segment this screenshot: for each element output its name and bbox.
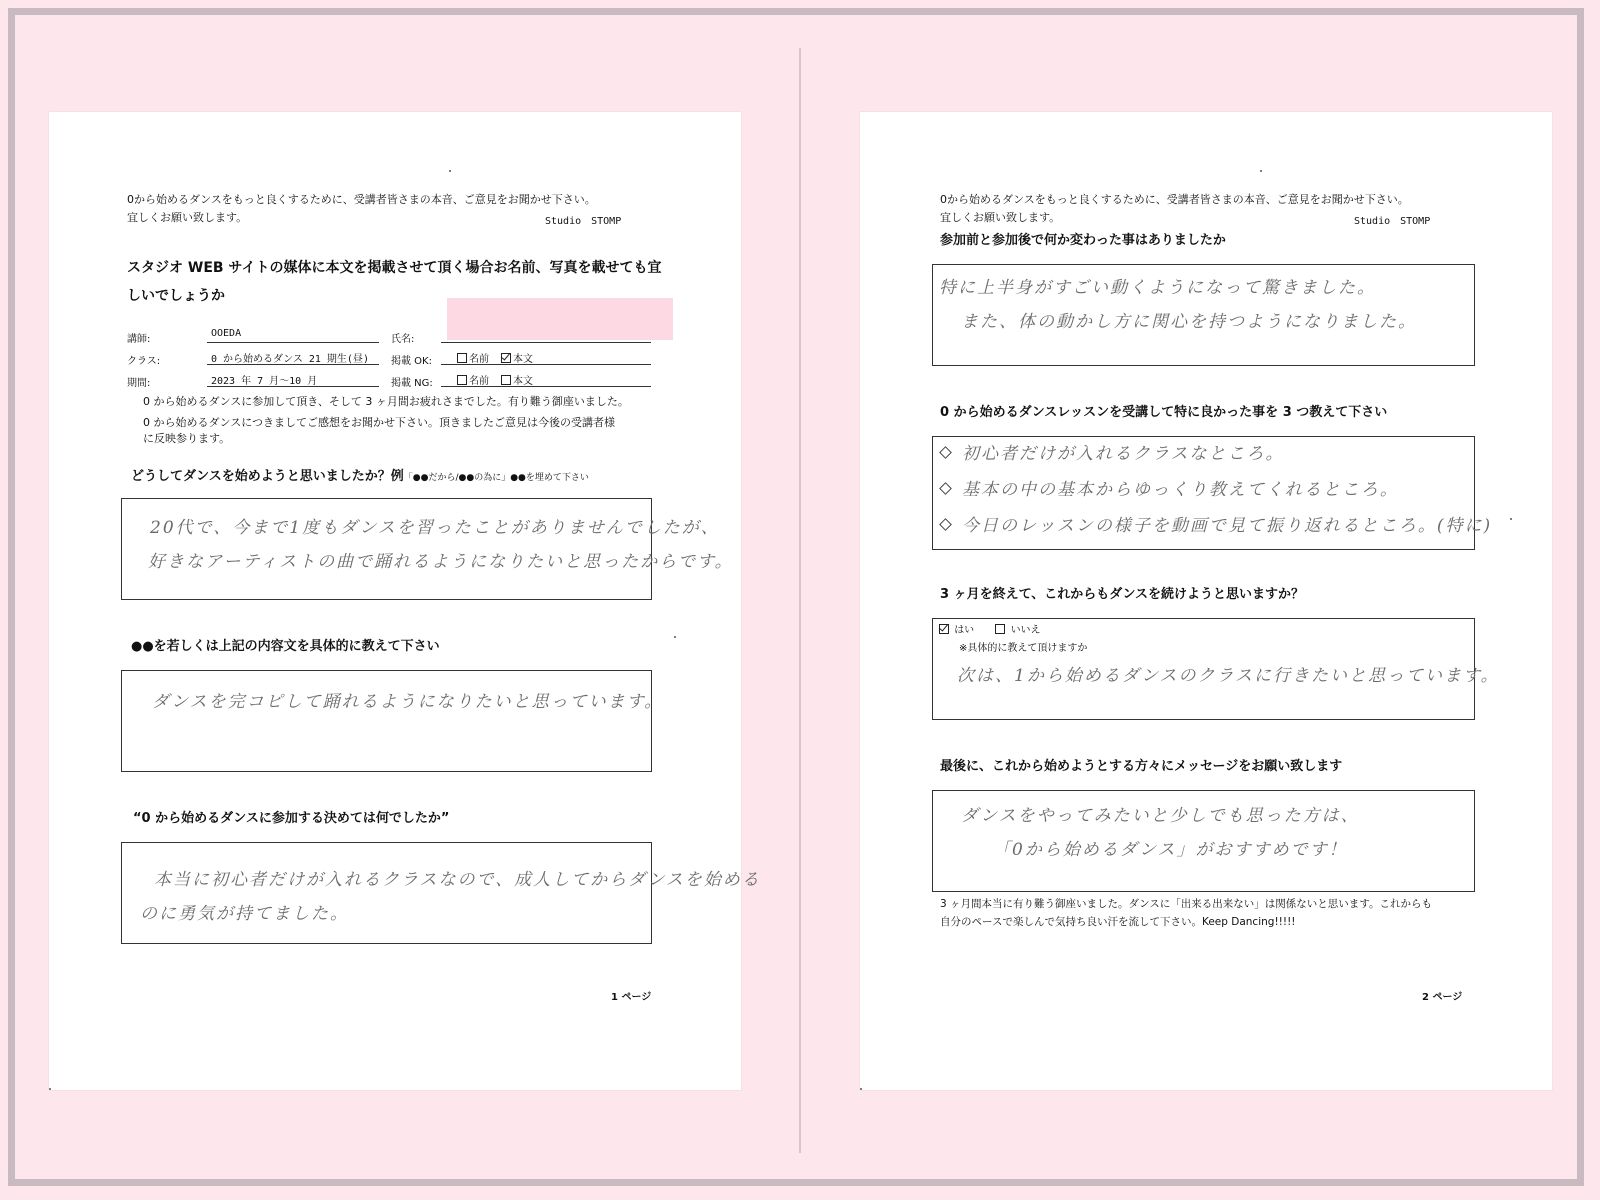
answer-why-start-line-1: 20代で、今まで1度もダンスを習ったことがありませんでしたが、 (150, 518, 720, 538)
diamond-bullet-icon (939, 482, 952, 495)
answer-details: ダンスを完コピして踊れるようになりたいと思っています。 (152, 692, 664, 712)
checkbox-icon[interactable] (457, 375, 467, 385)
answer-box-deciding-factor[interactable] (121, 842, 761, 944)
question-deciding-factor: “0 から始めるダンスに参加する決めては何でしたか” (133, 811, 450, 826)
publish-ok-label: 掲載 OK: (391, 356, 432, 367)
page-divider (799, 48, 801, 1153)
question-why-start: どうしてダンスを始めようと思いましたか？例「●●だから/●●の為に」●●を埋めて下さい (131, 469, 589, 484)
intro-line-2: 宜しくお願い致します。 (127, 211, 248, 224)
publish-ng-underline (441, 385, 651, 387)
studio-signature: Studio STOMP (1354, 216, 1431, 227)
class-value: 0 から始めるダンス 21 期生(昼) (211, 354, 369, 365)
publish-ng-body-option[interactable]: 本文 (501, 376, 533, 387)
period-label: 期間: (127, 378, 151, 389)
web-question-line-1: スタジオ WEB サイトの媒体に本文を掲載させて頂く場合お名前、写真を載せても宜 (127, 260, 662, 276)
answer-box-three-good-things[interactable] (932, 436, 1493, 550)
publish-ok-name-option[interactable]: 名前 (457, 354, 489, 365)
answer-box-message[interactable] (932, 790, 1475, 892)
publish-ok-underline (441, 363, 651, 365)
closing-line-1: 3 ヶ月間本当に有り難う御座いました。ダンスに「出来る出来ない」は関係ないと思います。これからも (940, 898, 1432, 910)
answer-changes-line-2: また、体の動かし方に関心を持つようになりました。 (961, 312, 1417, 332)
question-changes: 参加前と参加後で何か変わった事はありましたか (940, 233, 1226, 248)
instructor-value: OOEDA (211, 328, 242, 339)
continue-options (939, 621, 1047, 636)
survey-page-1 (49, 112, 761, 1090)
good-thing-item-1: 初心者だけが入れるクラスなところ。 (941, 439, 1285, 464)
class-underline (207, 363, 379, 365)
continue-sub-prompt: ※具体的に教えて頂けますか (959, 643, 1088, 654)
redacted-name (447, 298, 673, 340)
studio-signature: Studio STOMP (545, 216, 622, 227)
scan-speck (449, 170, 451, 172)
answer-deciding-factor-line-2: のに勇気が持てました。 (140, 904, 349, 924)
intro-line-1: 0から始めるダンスをもっと良くするために、受講者皆さまの本音、ご意見をお聞かせ下さい。 (940, 193, 1409, 206)
intro-line-1: 0から始めるダンスをもっと良くするために、受講者皆さまの本音、ご意見をお聞かせ下さい。 (127, 193, 596, 206)
answer-message-line-1: ダンスをやってみたいと少しでも思った方は、 (961, 806, 1360, 826)
page-number-2: 2 ページ (1422, 992, 1463, 1003)
answer-deciding-factor-line-1: 本当に初心者だけが入れるクラスなので、成人してからダンスを始める (154, 870, 761, 890)
instructor-underline (207, 341, 379, 343)
option-no[interactable]: いいえ (995, 625, 1040, 636)
name-underline (441, 341, 651, 343)
good-thing-item-2: 基本の中の基本からゆっくり教えてくれるところ。 (941, 475, 1399, 500)
question-message: 最後に、これから始めようとする方々にメッセージをお願い致します (940, 759, 1343, 774)
answer-changes-line-1: 特に上半身がすごい動くようになって驚きました。 (939, 278, 1376, 298)
answer-why-start-line-2: 好きなアーティストの曲で踊れるようになりたいと思ったからです。 (148, 552, 734, 572)
answer-box-continue-dancing[interactable] (932, 618, 1500, 720)
question-three-good-things: 0 から始めるダンスレッスンを受講して特に良かった事を 3 つ教えて下さい (940, 405, 1388, 420)
period-underline (207, 385, 379, 387)
option-yes[interactable]: はい (939, 625, 974, 636)
thanks-line-1: 0 から始めるダンスに参加して頂き、そして 3 ヶ月間お疲れさまでした。有り難う御座いました。 (143, 395, 629, 408)
name-label: 氏名: (391, 334, 415, 345)
scan-speck (49, 1088, 51, 1090)
scan-speck (1510, 518, 1512, 520)
answer-box-why-start[interactable] (121, 498, 734, 600)
diamond-bullet-icon (939, 518, 952, 531)
intro-line-2: 宜しくお願い致します。 (940, 211, 1061, 224)
web-question-line-2: しいでしょうか (127, 288, 225, 304)
publish-ng-label: 掲載 NG: (391, 378, 433, 389)
question-continue-dancing: 3 ヶ月を終えて、これからもダンスを続けようと思いますか？ (940, 587, 1305, 602)
good-thing-item-3: 今日のレッスンの様子を動画で見て振り返れるところ。(特に) (941, 511, 1492, 536)
thanks-line-3: に反映参ります。 (143, 432, 231, 445)
checkbox-checked-icon[interactable] (501, 353, 511, 363)
class-label: クラス: (127, 356, 161, 367)
period-value: 2023 年 7 月〜10 月 (211, 376, 318, 387)
diamond-bullet-icon (939, 446, 952, 459)
scan-speck (1260, 170, 1262, 172)
question-details: ●●を若しくは上記の内容文を具体的に教えて下さい (131, 639, 440, 654)
answer-message-line-2: 「0から始めるダンス」がおすすめです！ (993, 840, 1348, 860)
instructor-label: 講師: (127, 334, 151, 345)
checkbox-icon[interactable] (995, 624, 1005, 634)
closing-line-2: 自分のペースで楽しんで気持ち良い汗を流して下さい。Keep Dancing!!!!! (940, 916, 1296, 928)
checkbox-icon[interactable] (501, 375, 511, 385)
scan-speck (674, 636, 676, 638)
survey-page-2 (860, 112, 1552, 1090)
answer-box-details[interactable] (121, 670, 664, 772)
checkbox-icon[interactable] (457, 353, 467, 363)
answer-continue-dancing: 次は、1から始めるダンスのクラスに行きたいと思っています。 (957, 666, 1500, 686)
answer-box-changes[interactable] (932, 264, 1475, 366)
checkbox-checked-icon[interactable] (939, 624, 949, 634)
scan-speck (860, 1088, 862, 1090)
thanks-line-2: 0 から始めるダンスにつきましてご感想をお聞かせ下さい。頂きましたご意見は今後の受講者様 (143, 416, 616, 429)
publish-ok-body-option[interactable]: 本文 (501, 354, 533, 365)
page-number-1: 1 ページ (611, 992, 652, 1003)
publish-ng-name-option[interactable]: 名前 (457, 376, 489, 387)
